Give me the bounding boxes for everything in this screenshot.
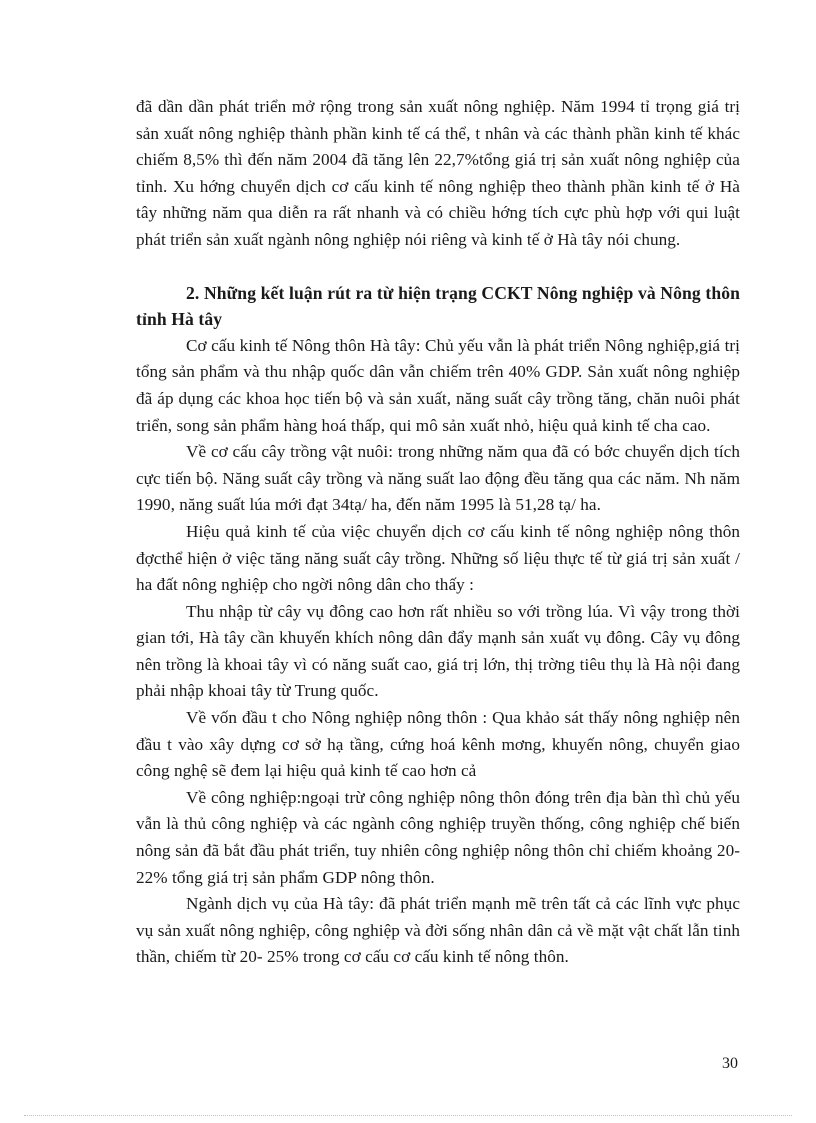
footer-dotted-divider [24, 1115, 792, 1116]
paragraph-investment: Về vốn đầu t cho Nông nghiệp nông thôn : Qua khảo sát thấy nông nghiệp nên đầu t vào xây dựng cơ sở hạ tầng, cứng hoá kênh mơng, khuyến nông, chuyển giao công nghệ sẽ đem lại hiệu quả kinh tế cao hơn cả [136, 708, 740, 781]
paragraph-winter-crops: Thu nhập từ cây vụ đông cao hơn rất nhiều so với trồng lúa. Vì vậy trong thời gian tới, Hà tây cần khuyến khích nông dân đẩy mạnh sản xuất vụ đông. Cây vụ đông nên trồng là khoai tây vì có năng suất cao, giá trị lớn, thị trờng tiêu thụ là Hà nội đang phải nhập khoai tây từ Trung quốc. [136, 601, 740, 701]
paragraph-industry: Về công nghiệp:ngoại trừ công nghiệp nông thôn đóng trên địa bàn thì chủ yếu vẫn là thủ công nghiệp và các ngành công nghiệp truyền thống, công nghiệp chế biến nông sản đã bắt đầu phát triển, tuy nhiên công nghiệp nông thôn chỉ chiếm khoảng 20- 22% tổng giá trị sản phẩm GDP nông thôn. [136, 787, 740, 887]
page-number: 30 [722, 1055, 738, 1072]
document-page [136, 94, 740, 971]
section-heading: 2. Những kết luận rút ra từ hiện trạng CCKT Nông nghiệp và Nông thôn tỉnh Hà tây [136, 282, 740, 330]
paragraph-intro-continuation: đã dần dần phát triển mở rộng trong sản xuất nông nghiệp. Năm 1994 tỉ trọng giá trị sản xuất nông nghiệp thành phần kinh tế cá thể, t nhân và các thành phần kinh tế khác chiếm 8,5% thì đến năm 2004 đã tăng lên 22,7%tổng giá trị sản xuất nông nghiệp của tỉnh. Xu hớng chuyển dịch cơ cấu kinh tế nông nghiệp theo thành phần kinh tế ở Hà tây những năm qua diễn ra rất nhanh và có chiều hớng tích cực phù hợp với qui luật phát triển sản xuất ngành nông nghiệp nói riêng và kinh tế ở Hà tây nói chung. [136, 97, 740, 249]
paragraph-rural-economy: Cơ cấu kinh tế Nông thôn Hà tây: Chủ yếu vẫn là phát triển Nông nghiệp,giá trị tổng sản phẩm và thu nhập quốc dân vẫn chiếm trên 40% GDP. Sản xuất nông nghiệp đã áp dụng các khoa học tiến bộ và sản xuất, năng suất cây trồng tăng, chăn nuôi phát triển, song sản phẩm hàng hoá thấp, qui mô sản xuất nhỏ, hiệu quả kinh tế cha cao. [136, 335, 740, 435]
paragraph-crops-livestock: Về cơ cấu cây trồng vật nuôi: trong những năm qua đã có bớc chuyển dịch tích cực tiến bộ. Năng suất cây trồng và năng suất lao động đều tăng qua các năm. Nh năm 1990, năng suất lúa mới đạt 34tạ/ ha, đến năm 1995 là 51,28 tạ/ ha. [136, 442, 740, 515]
paragraph-economic-efficiency: Hiệu quả kinh tế của việc chuyển dịch cơ cấu kinh tế nông nghiệp nông thôn đợcthể hiện ở việc tăng năng suất cây trồng. Những số liệu thực tế từ giá trị sản xuất / ha đất nông nghiệp cho ngời nông dân cho thấy : [136, 521, 740, 595]
paragraph-services: Ngành dịch vụ của Hà tây: đã phát triển mạnh mẽ trên tất cả các lĩnh vực phục vụ sản xuất nông nghiệp, công nghiệp và đời sống nhân dân cả về mặt vật chất lẫn tinh thần, chiếm từ 20- 25% trong cơ cấu cơ cấu kinh tế nông thôn. [136, 894, 740, 967]
